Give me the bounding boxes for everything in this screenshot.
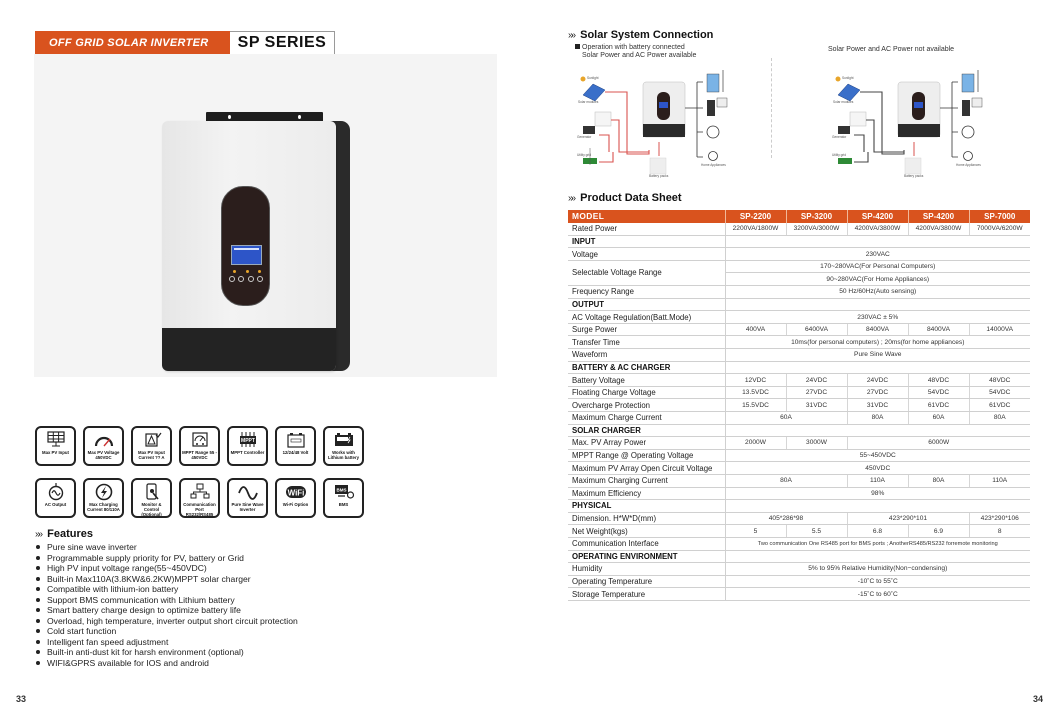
model-column: SP-4200 — [847, 210, 908, 223]
table-row: Humidity 5% to 95% Relative Humidity(Non−condensing) — [568, 563, 1030, 576]
pure-sine-wave-icon: Pure Sine Wave Inverter — [227, 478, 268, 518]
section-row: SOLAR CHARGER — [568, 424, 1030, 437]
category-label: OFF GRID SOLAR INVERTER — [35, 31, 230, 55]
chevron-icon: »» — [568, 192, 574, 204]
table-row: 90~280VAC(For Home Appliances) — [568, 273, 1030, 286]
features-heading: »» Features — [35, 528, 93, 540]
mppt-controller-icon: MPPT MPPT Controller — [227, 426, 268, 466]
page-number-left: 33 — [16, 694, 27, 704]
connection-heading: »» Solar System Connection — [568, 29, 714, 41]
table-row: Maximum PV Array Open Circuit Voltage 450VDC — [568, 462, 1030, 475]
feature-item: Pure sine wave inverter — [36, 542, 298, 553]
table-row: Overcharge Protection 15.5VDC 31VDC 31VDC 61VDC 61VDC — [568, 399, 1030, 412]
table-row: Storage Temperature -15˚C to 60˚C — [568, 588, 1030, 601]
table-row: MPPT Range @ Operating Voltage 55~450VDC — [568, 449, 1030, 462]
section-row: PHYSICAL — [568, 500, 1030, 513]
svg-text:WiFi: WiFi — [287, 488, 304, 498]
series-banner — [35, 31, 335, 55]
feature-item: Compatible with lithium-ion battery — [36, 584, 298, 595]
inverter-image — [162, 112, 350, 370]
datasheet-heading: »» Product Data Sheet — [568, 192, 682, 204]
table-row: Communication Interface Two communication One RS485 port for BMS ports ; AnotherRS485/RS232 forremote monitoring — [568, 537, 1030, 550]
feature-item: Cold start function — [36, 626, 298, 637]
table-row: Dimension. H*W*D(mm) 405*286*98 423*290*101 423*290*106 — [568, 512, 1030, 525]
svg-text:MPPT: MPPT — [240, 438, 255, 445]
connection-diagram-unpowered: Sunlight Solar modules Generator Utility grid Battery packs Home Appliances — [830, 70, 1000, 180]
page-number-right: 34 — [1033, 694, 1044, 704]
section-row: OUTPUT — [568, 298, 1030, 311]
lithium-battery-icon: Works with Lithium battery — [323, 426, 364, 466]
feature-item: Intelligent fan speed adjustment — [36, 637, 298, 648]
feature-item: Programmable supply priority for PV, battery or Grid — [36, 553, 298, 564]
table-row: Net Weight(kgs) 5 5.5 6.8 6.9 8 — [568, 525, 1030, 538]
table-row: Frequency Range 50 Hz/60Hz(Auto sensing) — [568, 286, 1030, 299]
feature-item: High PV input voltage range(55~450VDC) — [36, 563, 298, 574]
inverter-bottom-cover — [162, 328, 336, 371]
connection-caption-right: Solar Power and AC Power not available — [828, 46, 955, 53]
table-row: Maximum Charging Current 80A 110A 80A 110A — [568, 474, 1030, 487]
table-row: Maximum Charge Current 60A 80A 60A 80A — [568, 412, 1030, 425]
model-column: SP-3200 — [786, 210, 847, 223]
table-row: Surge Power 400VA 6400VA 8400VA 8400VA 14000VA — [568, 323, 1030, 336]
feature-icon-grid — [35, 426, 364, 518]
monitor-control-icon: Monitor & Control (Optional) — [131, 478, 172, 518]
table-row: Transfer Time 10ms(for personal computers) ; 20ms(for home appliances) — [568, 336, 1030, 349]
table-row: Operating Temperature -10˚C to 55˚C — [568, 575, 1030, 588]
section-row: OPERATING ENVIRONMENT — [568, 550, 1030, 563]
inverter-front — [162, 121, 336, 371]
bms-icon: BMS BMS — [323, 478, 364, 518]
features-list — [36, 542, 298, 668]
max-pv-voltage-icon: Max PV Voltage 450VDC — [83, 426, 124, 466]
connection-caption-left: Operation with battery connected Solar Power and AC Power available — [575, 44, 696, 60]
chevron-icon: »» — [35, 528, 41, 540]
table-row: Selectable Voltage Range 170~280VAC(For Personal Computers) — [568, 260, 1030, 273]
svg-text:BMS: BMS — [336, 487, 346, 493]
section-row: INPUT — [568, 235, 1030, 248]
feature-item: Built-in Max110A(3.8KW&6.2KW)MPPT solar charger — [36, 574, 298, 585]
wifi-option-icon: WiFi Wi-Fi Option — [275, 478, 316, 518]
lcd-screen — [231, 245, 262, 265]
model-column: SP-2200 — [725, 210, 786, 223]
connection-diagram-powered: Sunlight Solar modules Generator Utility grid Battery packs Home Appliances — [575, 70, 745, 180]
table-header-row: MODEL SP-2200 SP-3200 SP-4200 SP-4200 SP-7000 — [568, 210, 1030, 223]
max-charging-current-icon: Max Charging Current 80/110A — [83, 478, 124, 518]
ac-output-icon: AC Output — [35, 478, 76, 518]
product-photo — [34, 54, 497, 377]
table-row: Waveform Pure Sine Wave — [568, 349, 1030, 362]
table-row: Max. PV Array Power 2000W 3000W 6000W — [568, 437, 1030, 450]
table-row: Rated Power 2200VA/1800W 3200VA/3000W 4200VA/3800W 4200VA/3800W 7000VA/6200W — [568, 223, 1030, 236]
mppt-range-icon: MPPT Range 55 - 450VDC — [179, 426, 220, 466]
communication-port-icon: Communication Port RS232/RS485 — [179, 478, 220, 518]
chevron-icon: »» — [568, 29, 574, 41]
max-pv-input-current-icon: Max PV Input Current ?? A — [131, 426, 172, 466]
section-row: BATTERY & AC CHARGER — [568, 361, 1030, 374]
product-data-table — [568, 210, 1030, 601]
model-column: SP-4200 — [908, 210, 969, 223]
max-pv-input-icon: Max PV Input — [35, 426, 76, 466]
table-row: Floating Charge Voltage 13.5VDC 27VDC 27VDC 54VDC 54VDC — [568, 386, 1030, 399]
status-leds — [233, 270, 261, 273]
table-row: Maximum Efficiency 98% — [568, 487, 1030, 500]
feature-item: WIFI&GPRS available for IOS and android — [36, 658, 298, 669]
model-column: SP-7000 — [969, 210, 1030, 223]
diagram-divider — [771, 58, 772, 158]
table-row: AC Voltage Regulation(Batt.Mode) 230VAC ± 5% — [568, 311, 1030, 324]
battery-voltage-icon: 12/24/48 Volt — [275, 426, 316, 466]
series-label: SP SERIES — [230, 31, 335, 55]
control-panel — [221, 186, 270, 306]
feature-item: Built-in anti-dust kit for harsh environment (optional) — [36, 647, 298, 658]
feature-item: Overload, high temperature, inverter output short circuit protection — [36, 616, 298, 627]
feature-item: Support BMS communication with Lithium battery — [36, 595, 298, 606]
table-row: Battery Voltage 12VDC 24VDC 24VDC 48VDC 48VDC — [568, 374, 1030, 387]
panel-buttons — [229, 276, 263, 282]
feature-item: Smart battery charge design to optimize battery life — [36, 605, 298, 616]
bullet-square-icon — [575, 44, 580, 49]
table-row: Voltage 230VAC — [568, 248, 1030, 261]
